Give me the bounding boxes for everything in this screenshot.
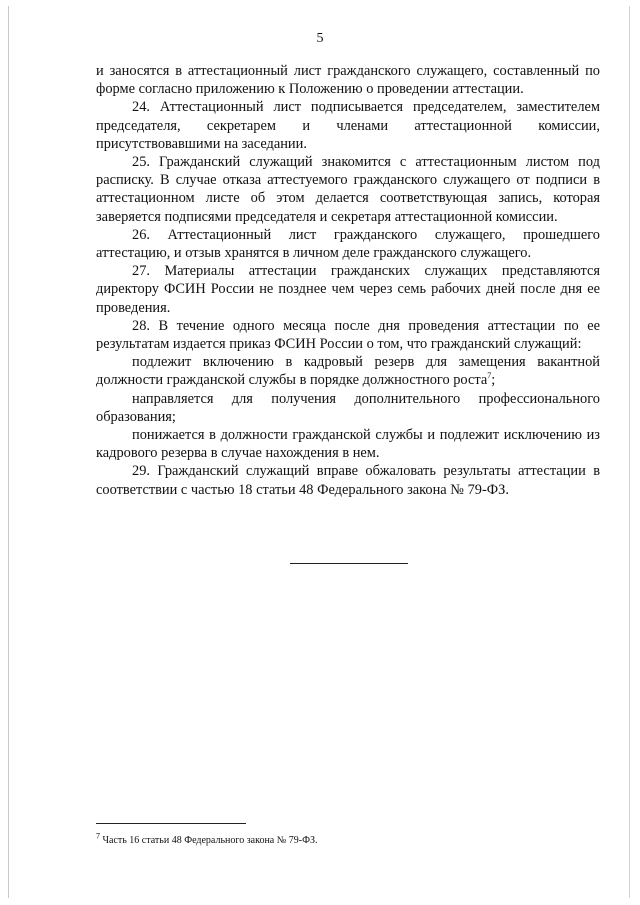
paragraph-28-item-education xyxy=(96,390,600,426)
paragraph-text: 24. Аттестационный лист подписывается председателем, заместителем председателя, секретарем и членами аттестационной комиссии, присутствовавшими на заседании. xyxy=(96,99,600,152)
paragraph-continuation xyxy=(96,62,600,98)
footnote-reference: 7 xyxy=(487,371,492,381)
paragraph-26 xyxy=(96,226,600,262)
paragraph-text: понижается в должности гражданской службы и подлежит исключению из кадрового резерва в случае нахождения в нем. xyxy=(96,427,600,462)
paragraph-text: 27. Материалы аттестации гражданских служащих представляются директору ФСИН России не позднее чем через семь рабочих дней после дня ее проведения. xyxy=(96,263,600,316)
paragraph-text: 28. В течение одного месяца после дня проведения аттестации по ее результатам издается приказ ФСИН России о том, что гражданский служащий: xyxy=(96,317,600,353)
paragraph-text: и заносятся в аттестационный лист гражданского служащего, составленный по форме согласно приложению к Положению о проведении аттестации. xyxy=(96,63,600,98)
paragraph-28 xyxy=(96,317,600,353)
footnote-marker: 7 xyxy=(96,831,100,841)
paragraph-text: направляется для получения дополнительного профессионального образования; xyxy=(96,390,600,425)
footnote xyxy=(96,831,318,847)
footnote-separator xyxy=(96,823,246,824)
end-of-text-rule xyxy=(290,563,408,564)
document-body xyxy=(96,62,600,499)
paragraph-28-item-reserve xyxy=(96,353,600,389)
paragraph-29 xyxy=(96,462,600,498)
paragraph-text: подлежит включению в кадровый резерв для замещения вакантной должности гражданской службы в порядке должностного роста xyxy=(96,354,600,389)
paragraph-text: 29. Гражданский служащий вправе обжаловать результаты аттестации в соответствии с частью 18 статьи 48 Федерального закона № 79-ФЗ. xyxy=(96,463,600,498)
footnote-text: Часть 16 статьи 48 Федерального закона № 79-ФЗ. xyxy=(100,835,318,846)
paragraph-25 xyxy=(96,153,600,226)
paragraph-24 xyxy=(96,98,600,153)
paragraph-28-item-demotion xyxy=(96,426,600,462)
page-number: 5 xyxy=(316,31,324,46)
paragraph-27 xyxy=(96,262,600,317)
paragraph-tail: ; xyxy=(491,372,496,389)
paragraph-text: 25. Гражданский служащий знакомится с аттестационным листом под расписку. В случае отказа аттестуемого гражданского служащего от подписи в аттестационном листе об этом делается соответствующая запись, которая заверяется подписями председателя и секретаря аттестационной комиссии. xyxy=(96,154,600,225)
paragraph-text: 26. Аттестационный лист гражданского служащего, прошедшего аттестацию, и отзыв хранятся в личном деле гражданского служащего. xyxy=(96,226,600,262)
